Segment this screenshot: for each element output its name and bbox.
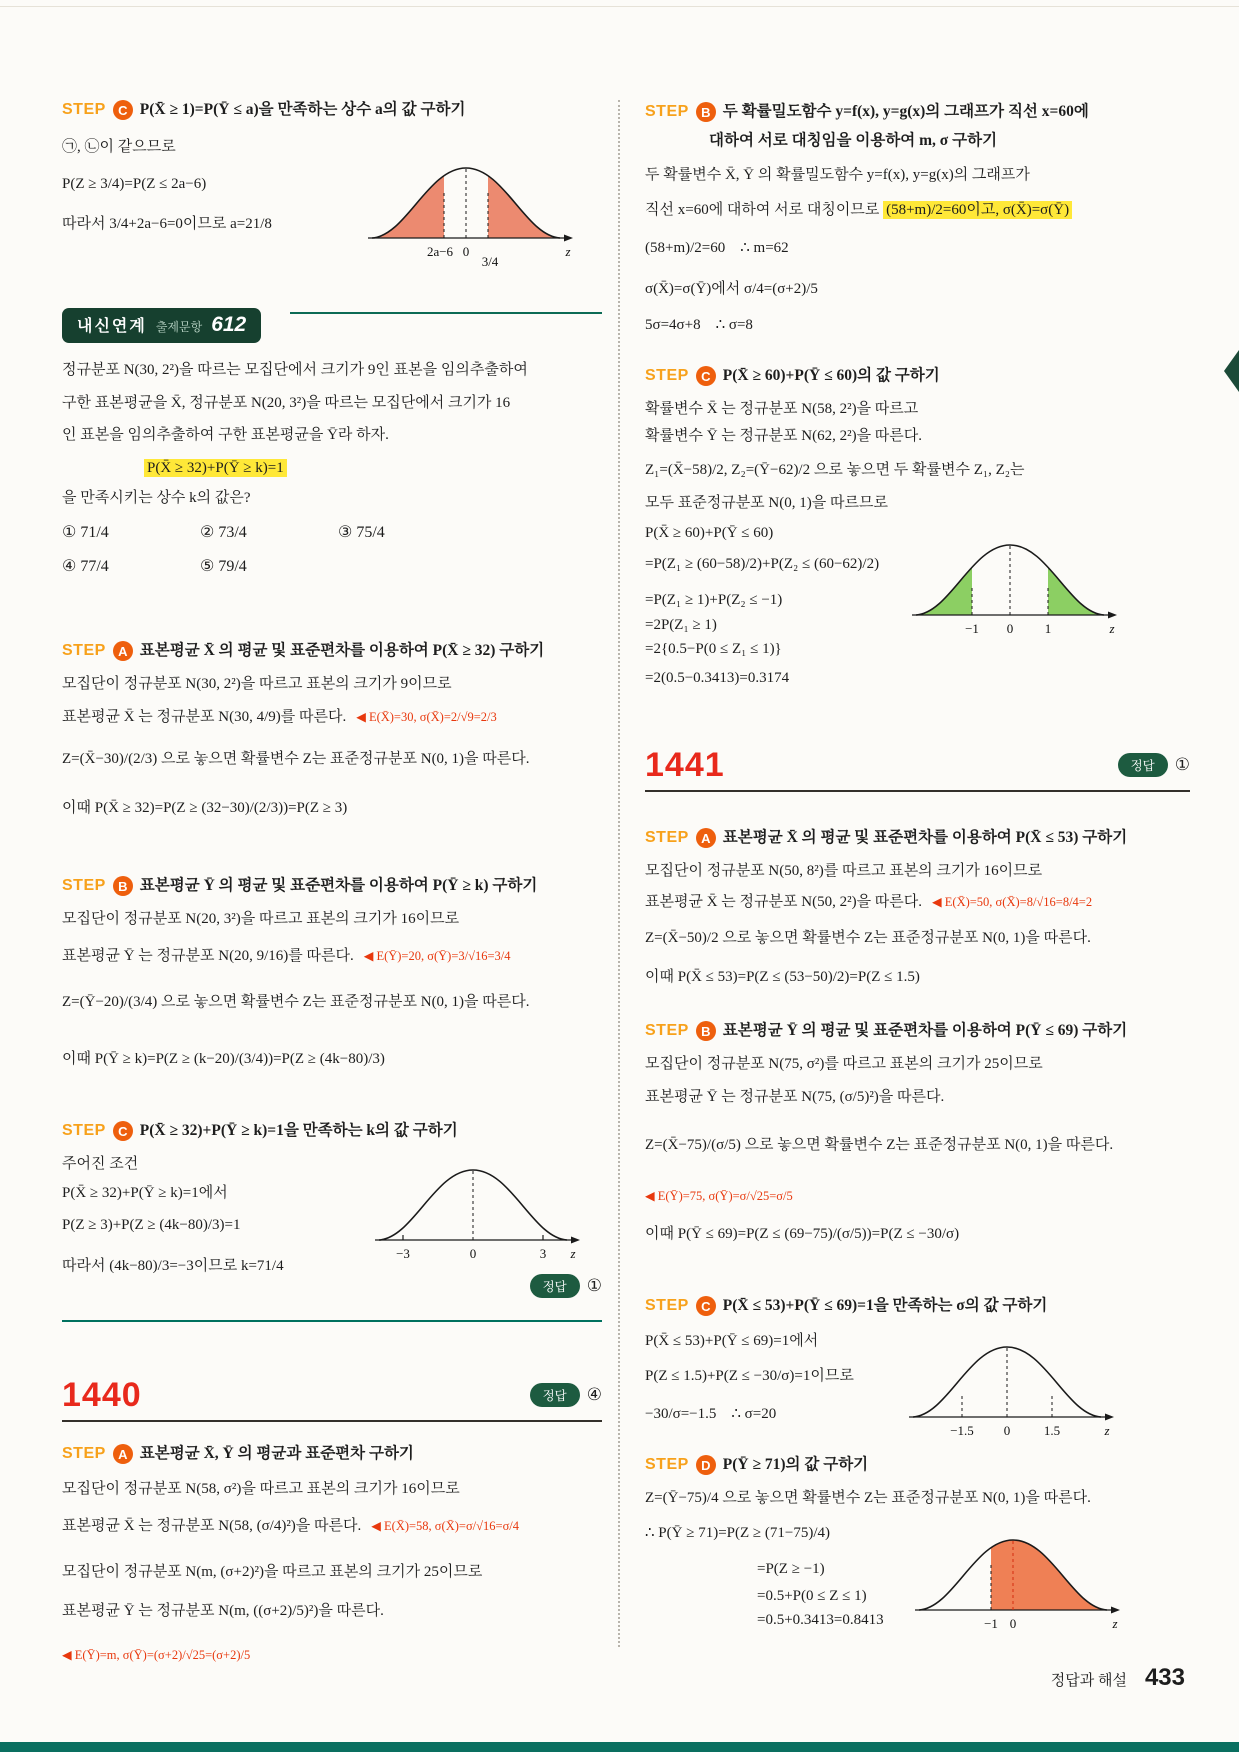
step-label: STEP	[645, 103, 689, 121]
solution-line: 두 확률변수 X̄, Ȳ 의 확률밀도함수 y=f(x), y=g(x)의 그래프가	[645, 167, 1030, 184]
solution-line: =2{0.5−P(0 ≤ Z₁ ≤ 1)}	[645, 641, 782, 658]
badge-subtitle: 출제문항	[155, 320, 203, 334]
step-title: 표본평균 X̄, Ȳ 의 평균과 표준편차 구하기	[139, 1445, 414, 1462]
choice-1	[62, 522, 196, 542]
choice-5	[200, 556, 334, 576]
solution-line: 모집단이 정규분포 N(20, 3²)을 따르고 표본의 크기가 16이므로	[62, 911, 460, 928]
normal-curve-612	[373, 1156, 583, 1279]
step-heading	[645, 102, 1190, 122]
problem-1440-header	[62, 1378, 602, 1422]
choice-value: 79/4	[218, 557, 247, 575]
normal-curve-svg	[913, 1526, 1123, 1644]
step-label: STEP	[62, 101, 106, 119]
step-heading	[62, 100, 602, 120]
step-letter-badge: A	[696, 828, 716, 848]
solution-line: 확률변수 X̄ 는 정규분포 N(58, 2²)을 따르고	[645, 401, 919, 418]
step-heading	[645, 828, 1190, 848]
solution-line: P(X̄ ≤ 53)+P(Ȳ ≤ 69)=1에서	[645, 1333, 819, 1350]
choice-2	[200, 522, 334, 542]
badge-number: 612	[211, 313, 247, 336]
solution-line	[645, 1185, 1190, 1208]
section-1440-stepB	[645, 102, 1190, 337]
choice-marker: ①	[62, 523, 77, 541]
step-title: P(X̄ ≥ 60)+P(Ȳ ≤ 60)의 값 구하기	[722, 367, 940, 384]
step-label: STEP	[645, 367, 689, 385]
solution-line: σ(X̄)=σ(Ȳ)에서 σ/4=(σ+2)/5	[645, 280, 818, 297]
badge-rule	[290, 312, 602, 314]
step-heading	[62, 1121, 602, 1141]
step-heading	[645, 1455, 1190, 1475]
solution-line: =P(Z₁ ≥ (60−58)/2)+P(Z₂ ≤ (60−62)/2)	[645, 555, 880, 572]
step-title: 표본평균 Ȳ 의 평균 및 표준편차를 이용하여 P(Ȳ ≤ 69) 구하기	[722, 1022, 1128, 1039]
solution-text: 표본평균 X̄ 는 정규분포 N(50, 2²)을 따른다.	[645, 893, 923, 910]
column-divider	[618, 100, 620, 1647]
choice-value: 73/4	[218, 523, 247, 541]
step-title: P(X̄ ≤ 53)+P(Ȳ ≤ 69)=1을 만족하는 σ의 값 구하기	[722, 1297, 1048, 1314]
solution-line	[62, 706, 602, 729]
answer-badge: 정답	[530, 1274, 580, 1298]
solution-line: 이때 P(Ȳ ≤ 69)=P(Z ≤ (69−75)/(σ/5))=P(Z ≤ −30/σ)	[645, 1226, 960, 1243]
normal-curve-svg	[366, 154, 576, 272]
solution-line: 이때 P(Ȳ ≥ k)=P(Z ≥ (k−20)/(3/4))=P(Z ≥ (4k−80)/3)	[62, 1050, 385, 1067]
curve-axis-label: z	[1109, 621, 1115, 636]
curve-tick-label: −3	[396, 1246, 410, 1261]
step-heading	[62, 876, 602, 896]
normal-curve-svg	[910, 531, 1120, 649]
problem-number: 1441	[645, 746, 725, 784]
problem-text-line: 구한 표본평균을 X̄, 정규분포 N(20, 3²)을 따르는 모집단에서 크기가 16	[62, 394, 511, 411]
curve-tick-label: 0	[1006, 621, 1014, 636]
red-annotation: ◀ E(Ȳ)=20, σ(Ȳ)=3/√16=3/4	[363, 948, 511, 963]
solution-line: Z=(Ȳ−75)/4 으로 놓으면 확률변수 Z는 표준정규분포 N(0, 1)을 따른다.	[645, 1490, 1091, 1507]
highlight-text: P(X̄ ≥ 32)+P(Ȳ ≥ k)=1	[144, 459, 287, 477]
solution-line: P(Z ≤ 1.5)+P(Z ≤ −30/σ)=1이므로	[645, 1367, 854, 1384]
solution-text: 표본평균 X̄ 는 정규분포 N(58, (σ/4)²)을 따른다.	[62, 1517, 362, 1534]
solution-line	[62, 945, 602, 968]
section-612-stepA	[62, 641, 602, 819]
red-annotation: ◀ E(X̄)=50, σ(X̄)=8/√16=8/4=2	[932, 894, 1093, 909]
curve-axis-label: z	[1112, 1616, 1118, 1631]
solution-line: =2(0.5−0.3413)=0.3174	[645, 669, 790, 686]
answer-choice: ①	[586, 1276, 602, 1295]
solution-line: 모집단이 정규분포 N(30, 2²)을 따르고 표본의 크기가 9이므로	[62, 676, 452, 693]
section-1441-stepA	[645, 828, 1190, 988]
step-label: STEP	[62, 877, 106, 895]
curve-tick-label: 0	[1003, 1423, 1011, 1438]
choice-marker: ④	[62, 557, 77, 575]
choices-row-2	[62, 556, 602, 576]
solution-line: P(X̄ ≥ 32)+P(Ȳ ≥ k)=1에서	[62, 1184, 228, 1201]
solution-line: 따라서 (4k−80)/3=−3이므로 k=71/4	[62, 1257, 284, 1274]
solution-line: (58+m)/2=60 ∴ m=62	[645, 240, 789, 257]
section-divider	[62, 1320, 602, 1322]
solution-text: 표본평균 Ȳ 는 정규분포 N(20, 9/16)를 따른다.	[62, 947, 354, 964]
footer-label: 정답과 해설	[1050, 1673, 1127, 1689]
step-title: P(X̄ ≥ 1)=P(Ȳ ≤ a)을 만족하는 상수 a의 값 구하기	[139, 101, 466, 118]
solution-line: Z=(X̄−30)/(2/3) 으로 놓으면 확률변수 Z는 표준정규분포 N(0, 1)을 따른다.	[62, 751, 530, 768]
step-letter-badge: B	[696, 1021, 716, 1041]
choice-marker: ②	[200, 523, 215, 541]
solution-text: 표본평균 X̄ 는 정규분포 N(30, 4/9)를 따른다.	[62, 708, 347, 725]
solution-line: 이때 P(X̄ ≤ 53)=P(Z ≤ (53−50)/2)=P(Z ≤ 1.5)	[645, 968, 920, 985]
problem-text-line: 인 표본을 임의추출하여 구한 표본평균을 Ȳ라 하자.	[62, 427, 389, 443]
normal-curve-1441-stepC	[907, 1333, 1117, 1456]
step-heading	[62, 1444, 602, 1464]
solution-line: Z=(X̄−75)/(σ/5) 으로 놓으면 확률변수 Z는 표준정규분포 N(0, 1)을 따른다.	[645, 1137, 1114, 1154]
curve-tick-label: 0	[469, 1246, 477, 1261]
curve-tick-label: −1.5	[950, 1423, 974, 1438]
solution-line: −30/σ=−1.5 ∴ σ=20	[645, 1406, 777, 1423]
step-label: STEP	[62, 1122, 106, 1140]
section-1440-stepA	[62, 1444, 602, 1667]
curve-axis-label: z	[1104, 1423, 1110, 1438]
solution-line: ∴ P(Ȳ ≥ 71)=P(Z ≥ (71−75)/4)	[645, 1524, 830, 1541]
solution-line: 주어진 조건	[62, 1156, 139, 1173]
solution-line: 표본평균 Ȳ 는 정규분포 N(75, (σ/5)²)을 따른다.	[645, 1088, 945, 1105]
curve-tick-label: 0	[1009, 1616, 1017, 1631]
answer-choice: ④	[586, 1385, 602, 1404]
left-column	[62, 96, 602, 1736]
step-label: STEP	[645, 829, 689, 847]
choice-value: 71/4	[80, 523, 109, 541]
section-1441-stepB	[645, 1021, 1190, 1246]
step-title: 표본평균 Ȳ 의 평균 및 표준편차를 이용하여 P(Ȳ ≥ k) 구하기	[139, 877, 538, 894]
highlight-text: (58+m)/2=60이고, σ(X̄)=σ(Ȳ)	[883, 201, 1072, 219]
curve-tick-label: 1.5	[1043, 1423, 1061, 1438]
step-label: STEP	[645, 1297, 689, 1315]
step-title: 표본평균 X̄ 의 평균 및 표준편차를 이용하여 P(X̄ ≤ 53) 구하기	[722, 829, 1128, 846]
step-letter-badge: C	[113, 100, 133, 120]
step-title: 표본평균 X̄ 의 평균 및 표준편차를 이용하여 P(X̄ ≥ 32) 구하기	[139, 642, 545, 659]
solution-line: =2P(Z₁ ≥ 1)	[645, 616, 717, 633]
choice-value: 75/4	[356, 523, 385, 541]
solution-line: =P(Z ≥ −1)	[757, 1561, 825, 1578]
step-title: 두 확률밀도함수 y=f(x), y=g(x)의 그래프가 직선 x=60에	[722, 103, 1089, 120]
step-heading	[645, 366, 1190, 386]
step-label: STEP	[62, 642, 106, 660]
problem-612-header	[62, 308, 602, 343]
step-letter-badge: C	[696, 1296, 716, 1316]
answer-row-1440	[530, 1383, 602, 1407]
solution-line: 모집단이 정규분포 N(50, 8²)를 따르고 표본의 크기가 16이므로	[645, 863, 1043, 880]
curve-axis-label: z	[565, 244, 571, 259]
page-bottom-band	[0, 1742, 1239, 1752]
answer-row-1441	[1118, 753, 1190, 777]
solution-line: 이때 P(X̄ ≥ 32)=P(Z ≥ (32−30)/(2/3))=P(Z ≥ 3)	[62, 799, 348, 816]
problem-612	[62, 308, 602, 576]
solution-line: P(X̄ ≥ 60)+P(Ȳ ≤ 60)	[645, 525, 774, 542]
page-edge-tab	[1224, 350, 1239, 392]
curve-tick-label: −1	[965, 621, 979, 636]
step-heading	[645, 1021, 1190, 1041]
normal-curve-1439	[366, 154, 576, 277]
answer-choice: ①	[1174, 755, 1190, 774]
solution-line: Z₁=(X̄−58)/2, Z₂=(Ȳ−62)/2 으로 놓으면 두 확률변수 Z₁, Z₂는	[645, 462, 1025, 479]
red-annotation: ◀ E(X̄)=30, σ(X̄)=2/√9=2/3	[356, 709, 497, 724]
solution-line	[62, 1644, 602, 1667]
step-title-line2: 대하여 서로 대칭임을 이용하여 m, σ 구하기	[709, 132, 998, 150]
solution-line: Z=(Ȳ−20)/(3/4) 으로 놓으면 확률변수 Z는 표준정규분포 N(0, 1)을 따른다.	[62, 994, 530, 1011]
answer-badge: 정답	[530, 1383, 580, 1407]
curve-tick-label: 3/4	[481, 254, 499, 269]
solution-line: P(Z ≥ 3/4)=P(Z ≤ 2a−6)	[62, 175, 207, 192]
solution-line: 5σ=4σ+8 ∴ σ=8	[645, 317, 753, 334]
curve-axis-label: z	[570, 1246, 576, 1261]
solution-line: 따라서 3/4+2a−6=0이므로 a=21/8	[62, 216, 272, 233]
step-label: STEP	[645, 1456, 689, 1474]
choice-3	[338, 522, 472, 542]
normal-curve-1440	[910, 531, 1120, 654]
problem-1441-header	[645, 748, 1190, 792]
choice-marker: ③	[338, 523, 353, 541]
solution-line: ㉠, ㉡이 같으므로	[62, 139, 176, 156]
step-heading	[62, 641, 602, 661]
step-letter-badge: A	[113, 1444, 133, 1464]
choice-value: 77/4	[80, 557, 109, 575]
step-letter-badge: B	[113, 876, 133, 896]
normal-curve-1441-stepD	[913, 1526, 1123, 1649]
page-number: 433	[1144, 1664, 1185, 1691]
highlighted-equation	[144, 457, 602, 480]
badge-title: 내신연계	[77, 318, 147, 335]
solution-line: =0.5+0.3413=0.8413	[757, 1612, 884, 1629]
normal-curve-svg	[907, 1333, 1117, 1451]
solution-line: =P(Z₁ ≥ 1)+P(Z₂ ≤ −1)	[645, 592, 783, 609]
curve-tick-label: 2a−6	[426, 244, 454, 259]
solution-line: 표본평균 Ȳ 는 정규분포 N(m, ((σ+2)/5)²)을 따른다.	[62, 1602, 384, 1619]
section-612-stepB	[62, 876, 602, 1070]
choice-4	[62, 556, 196, 576]
red-annotation: ◀ E(Ȳ)=75, σ(Ȳ)=σ/√25=σ/5	[645, 1188, 793, 1203]
curve-tick-label: −1	[984, 1616, 998, 1631]
solution-line	[62, 1515, 602, 1538]
solution-line: 모두 표준정규분포 N(0, 1)을 따르므로	[645, 494, 888, 511]
solution-line: P(Z ≥ 3)+P(Z ≥ (4k−80)/3)=1	[62, 1217, 241, 1234]
solution-text: 직선 x=60에 대하여 서로 대칭이므로	[645, 201, 884, 218]
problem-612-badge	[62, 308, 261, 343]
problem-number: 1440	[62, 1376, 142, 1414]
solution-line: Z=(X̄−50)/2 으로 놓으면 확률변수 Z는 표준정규분포 N(0, 1)을 따른다.	[645, 930, 1091, 947]
curve-tick-label: 1	[1044, 621, 1052, 636]
solution-line: 확률변수 Ȳ 는 정규분포 N(62, 2²)을 따른다.	[645, 427, 923, 444]
step-letter-badge: A	[113, 641, 133, 661]
step-label: STEP	[645, 1022, 689, 1040]
curve-tick-label: 0	[462, 244, 470, 259]
step-letter-badge: C	[696, 366, 716, 386]
problem-text-line: 정규분포 N(30, 2²)을 따르는 모집단에서 크기가 9인 표본을 임의추출하여	[62, 362, 528, 378]
step-title: P(X̄ ≥ 32)+P(Ȳ ≥ k)=1을 만족하는 k의 값 구하기	[139, 1122, 458, 1139]
step-letter-badge: B	[696, 102, 716, 122]
solution-line: 모집단이 정규분포 N(m, (σ+2)²)을 따르고 표본의 크기가 25이므로	[62, 1564, 483, 1581]
step-letter-badge: D	[696, 1455, 716, 1475]
choice-marker: ⑤	[200, 557, 215, 575]
step-title: P(Ȳ ≥ 71)의 값 구하기	[722, 1456, 869, 1473]
step-label: STEP	[62, 1445, 106, 1463]
curve-tick-label: 3	[539, 1246, 547, 1261]
solution-line: =0.5+P(0 ≤ Z ≤ 1)	[757, 1587, 867, 1604]
step-heading	[645, 1296, 1190, 1316]
solution-line	[645, 199, 1190, 222]
answer-badge: 정답	[1118, 753, 1168, 777]
page-footer	[645, 1664, 1185, 1692]
red-annotation: ◀ E(Ȳ)=m, σ(Ȳ)=(σ+2)/√25=(σ+2)/5	[62, 1648, 251, 1663]
normal-curve-svg	[373, 1156, 583, 1274]
step-letter-badge: C	[113, 1121, 133, 1141]
solution-line: 모집단이 정규분포 N(58, σ²)을 따르고 표본의 크기가 16이므로	[62, 1481, 460, 1498]
solution-line	[645, 891, 1190, 914]
choices-row-1	[62, 522, 602, 542]
solution-line: 모집단이 정규분포 N(75, σ²)를 따르고 표본의 크기가 25이므로	[645, 1056, 1043, 1073]
red-annotation: ◀ E(X̄)=58, σ(X̄)=σ/√16=σ/4	[371, 1518, 520, 1533]
question-line: 을 만족시키는 상수 k의 값은?	[62, 490, 251, 506]
page-top-edge	[0, 6, 1239, 7]
